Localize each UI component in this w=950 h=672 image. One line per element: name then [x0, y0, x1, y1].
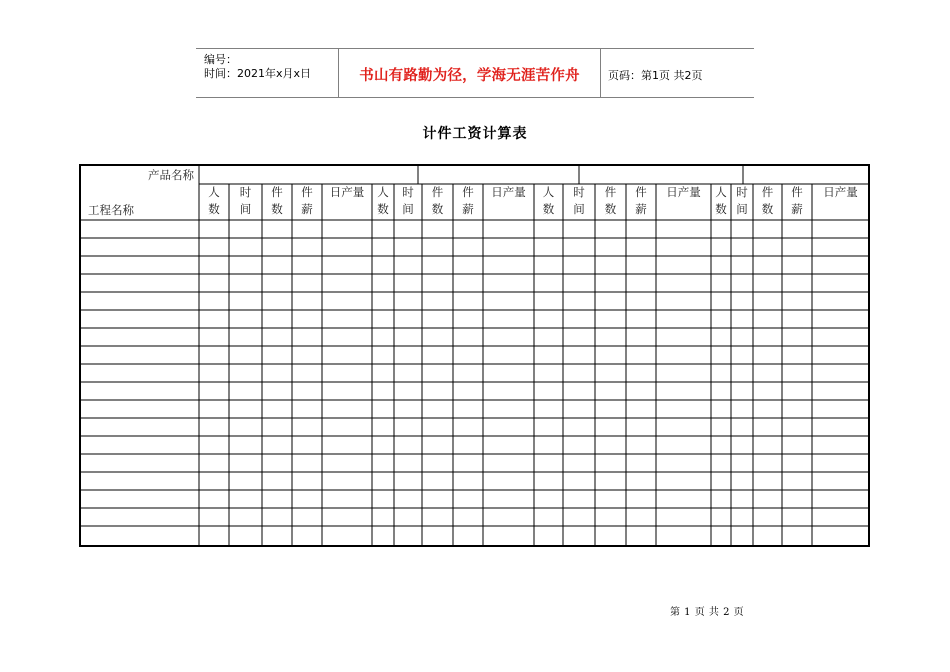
column-header-4-line1: 件 — [791, 185, 803, 199]
column-header-5: 日产量 — [491, 185, 526, 199]
column-header-3-line1: 件 — [761, 185, 774, 199]
column-header-2-line2: 间 — [402, 202, 414, 216]
column-header-4-line1: 件 — [301, 185, 313, 199]
column-header-4-line1: 件 — [635, 185, 647, 199]
column-header-3-line2: 数 — [761, 202, 774, 216]
page-title: 计件工资计算表 — [422, 126, 528, 142]
column-header-3-line2: 数 — [604, 202, 617, 216]
column-header-1-line1: 人 — [208, 185, 220, 199]
process-name-label: 工程名称 — [88, 203, 134, 217]
column-header-1-line2: 数 — [377, 202, 389, 216]
column-header-2-line1: 时 — [402, 185, 414, 199]
column-header-1-line1: 人 — [542, 185, 555, 199]
column-header-1-line2: 数 — [208, 202, 220, 216]
column-header-4-line2: 薪 — [791, 202, 803, 216]
column-header-2-line1: 时 — [573, 185, 585, 199]
column-header-2-line2: 间 — [736, 202, 748, 216]
column-header-2-line1: 时 — [239, 185, 252, 199]
column-header-5: 日产量 — [823, 185, 858, 199]
page-footer: 第 1 页 共 2 页 — [670, 607, 745, 618]
column-header-1-line1: 人 — [377, 185, 389, 199]
document-time-label: 时间：2021年x月x日 — [204, 67, 312, 80]
column-header-3-line2: 数 — [431, 202, 444, 216]
document-number-label: 编号： — [204, 53, 237, 66]
column-header-3-line1: 件 — [604, 185, 617, 199]
motto-text: 书山有路勤为径，学海无涯苦作舟 — [359, 68, 580, 84]
column-header-4-line2: 薪 — [462, 202, 474, 216]
column-header-3-line2: 数 — [271, 202, 283, 216]
column-header-4-line2: 薪 — [635, 202, 647, 216]
column-header-2-line2: 间 — [239, 202, 252, 216]
page-info: 页码：第1页 共2页 — [608, 69, 703, 82]
column-header-3-line1: 件 — [431, 185, 444, 199]
column-header-1-line2: 数 — [715, 202, 727, 216]
column-header-5: 日产量 — [329, 185, 365, 199]
column-header-4-line1: 件 — [462, 185, 474, 199]
column-header-4-line2: 薪 — [301, 202, 313, 216]
table-border — [80, 165, 869, 546]
column-header-1-line1: 人 — [715, 185, 727, 199]
column-header-5: 日产量 — [666, 185, 701, 199]
product-name-label: 产品名称 — [148, 168, 194, 182]
column-header-1-line2: 数 — [542, 202, 555, 216]
column-header-2-line1: 时 — [736, 185, 748, 199]
column-header-3-line1: 件 — [271, 185, 283, 199]
column-header-2-line2: 间 — [573, 202, 585, 216]
